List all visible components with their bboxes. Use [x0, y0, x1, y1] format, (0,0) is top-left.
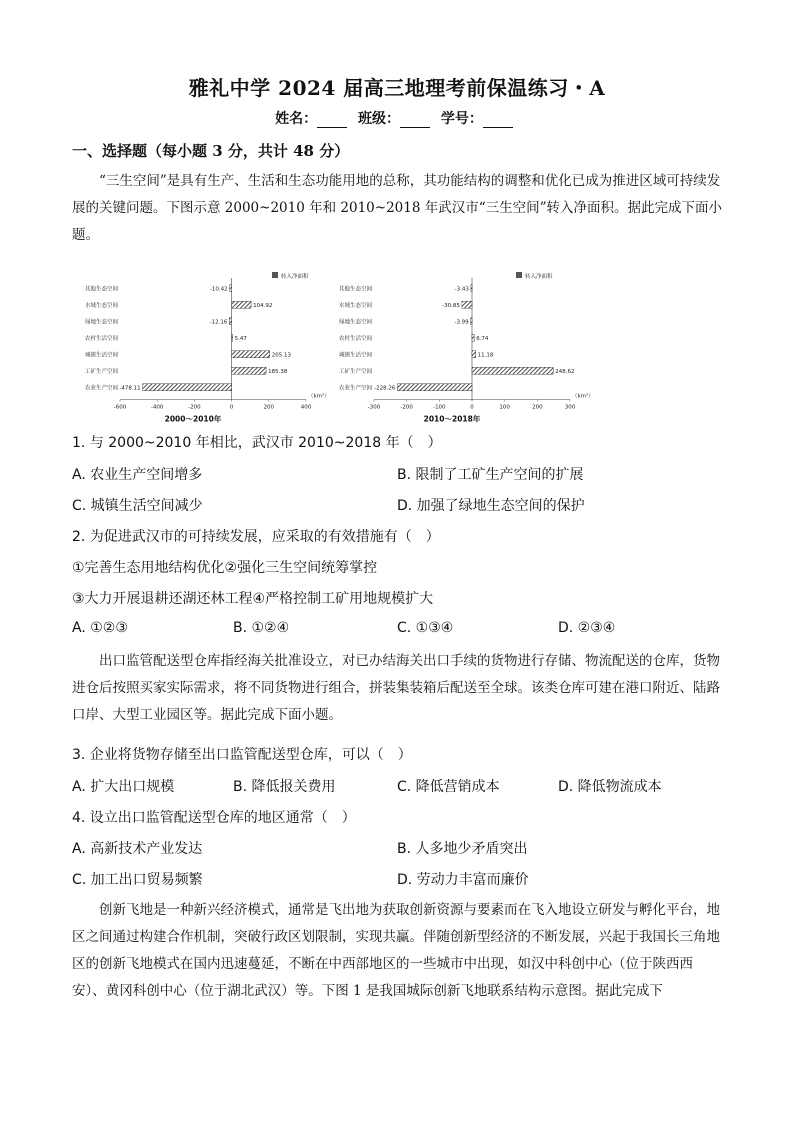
question-2-stem: 2. 为促进武汉市的可持续发展，应采取的有效措施有（ ） [72, 529, 440, 545]
data-label: -3.99 [454, 319, 469, 326]
category-label: 其他生态空间 [338, 286, 372, 293]
legend-swatch [516, 272, 522, 278]
bar [143, 384, 232, 391]
name-label: 姓名： [275, 111, 318, 127]
bar [462, 301, 472, 308]
page-title: 雅礼中学 2024 届高三地理考前保温练习・A [188, 76, 606, 100]
data-label: 5.47 [234, 335, 247, 342]
bar [471, 318, 472, 325]
category-label: 农村生活空间 [84, 335, 118, 342]
q2-statement-1: ①完善生态用地结构优化②强化三生空间统筹掌控 [72, 560, 378, 576]
data-label: 6.74 [476, 335, 489, 342]
category-label: 城镇生活空间 [84, 352, 118, 359]
question-4-stem: 4. 设立出口监管配送型仓库的地区通常（ ） [72, 810, 356, 826]
x-tick-label: 0 [470, 404, 474, 411]
data-label: 104.92 [253, 302, 273, 309]
q1-option-b[interactable]: B. 限制了工矿生产空间的扩展 [397, 467, 584, 483]
bar [472, 351, 476, 358]
data-label: 248.62 [555, 368, 575, 375]
category-label: 水域生态空间 [338, 302, 372, 309]
q4-option-c[interactable]: C. 加工出口贸易频繁 [72, 872, 203, 888]
category-label: 农业生产空间 [338, 385, 372, 392]
legend-swatch [272, 272, 278, 278]
unit-label: （km²） [308, 393, 330, 400]
bar [397, 384, 472, 391]
category-label: 其他生态空间 [84, 286, 118, 293]
chart-2010-2018-svg [330, 268, 605, 424]
q4-option-b[interactable]: B. 人多地少矛盾突出 [397, 841, 528, 857]
question-1-stem: 1. 与 2000~2010 年相比，武汉市 2010~2018 年（ ） [72, 435, 442, 451]
q2-option-b[interactable]: B. ①②④ [233, 620, 290, 636]
chart-2000-2010-svg [72, 268, 330, 424]
bar [471, 285, 472, 292]
x-tick-label: 300 [564, 404, 576, 411]
q3-option-d[interactable]: D. 降低物流成本 [558, 779, 662, 795]
data-label: 205.13 [271, 352, 292, 359]
student-info [0, 108, 794, 128]
q4-option-a[interactable]: A. 高新技术产业发达 [72, 841, 203, 857]
chart-2000-2010 [72, 268, 330, 424]
bar [472, 367, 553, 374]
x-tick-label: 100 [499, 404, 510, 411]
number-blank[interactable] [483, 113, 513, 128]
chart-2010-2018 [330, 268, 605, 422]
data-label: -478.11 [119, 385, 141, 392]
x-tick-label: -100 [433, 404, 446, 411]
x-tick-label: 400 [300, 404, 312, 411]
category-label: 工矿生产空间 [84, 368, 118, 375]
q2-option-a[interactable]: A. ①②③ [72, 620, 128, 636]
category-label: 农业生产空间 [84, 385, 118, 392]
q3-option-a[interactable]: A. 扩大出口规模 [72, 779, 175, 795]
question-3-stem: 3. 企业将货物存储至出口监管配送型仓库，可以（ ） [72, 747, 412, 763]
q1-option-a[interactable]: A. 农业生产空间增多 [72, 467, 203, 483]
passage-2: 出口监管配送型仓库指经海关批准设立，对已办结海关出口手续的货物进行存储、物流配送的仓库，货物进仓后按照买家实际需求，将不同货物进行组合，拼装集装箱后配送至全球。该类仓库可建在港口附近、陆路口岸、大型工业园区等。据此完成下面小题。 [72, 653, 720, 723]
passage-3: 创新飞地是一种新兴经济模式，通常是飞出地为获取创新资源与要素而在飞入地设立研发与孵化平台，地区之间通过构建合作机制，突破行政区划限制，实现共赢。伴随创新型经济的不断发展，兴起于我国长三角地区的创新飞地模式在国内迅速蔓延，不断在中西部地区的一些城市中出现，如汉中科创中心（位于陕西西安）、黄冈科创中心（位于湖北武汉）等。下图 1 是我国城际创新飞地联系结构示意图。据此完成下 [72, 902, 720, 999]
bar [232, 351, 270, 358]
x-tick-label: -400 [150, 404, 164, 411]
class-blank[interactable] [400, 113, 430, 128]
x-tick-label: 0 [229, 404, 234, 411]
number-label: 学号： [440, 111, 483, 127]
bar [230, 285, 232, 292]
x-tick-label: -200 [400, 404, 413, 411]
q2-option-d[interactable]: D. ②③④ [558, 620, 616, 636]
x-tick-label: -300 [367, 404, 381, 411]
class-label: 班级： [358, 111, 400, 127]
bar [232, 367, 266, 374]
data-label: -30.85 [442, 302, 460, 309]
data-label: -10.42 [209, 286, 228, 293]
legend-label: 转入净面积 [525, 274, 553, 280]
section-heading: 一、选择题（每小题 3 分，共计 48 分） [72, 142, 350, 160]
bar [229, 318, 231, 325]
category-label: 绿地生态空间 [338, 319, 372, 326]
unit-label: （km²） [572, 393, 594, 400]
q1-option-d[interactable]: D. 加强了绿地生态空间的保护 [397, 498, 585, 514]
data-label: -12.16 [209, 319, 228, 326]
data-label: -3.43 [454, 286, 469, 293]
data-label: -228.26 [374, 385, 396, 392]
chart-title: 2010～2018年 [423, 414, 481, 424]
chart-title: 2000～2010年 [164, 414, 222, 424]
data-label: 185.38 [268, 368, 288, 375]
category-label: 农村生活空间 [338, 335, 372, 342]
q3-option-b[interactable]: B. 降低报关费用 [233, 779, 336, 795]
q3-option-c[interactable]: C. 降低营销成本 [397, 779, 500, 795]
bar [232, 301, 252, 308]
category-label: 工矿生产空间 [338, 368, 372, 375]
q2-statement-2: ③大力开展退耕还湖还林工程④严格控制工矿用地规模扩大 [72, 591, 434, 607]
bar [232, 334, 233, 341]
q2-option-c[interactable]: C. ①③④ [397, 620, 454, 636]
q1-option-c[interactable]: C. 城镇生活空间减少 [72, 498, 203, 514]
category-label: 绿地生态空间 [84, 319, 118, 326]
bar [472, 334, 474, 341]
category-label: 水域生态空间 [84, 302, 118, 309]
data-label: 11.18 [477, 352, 494, 359]
x-tick-label: -600 [113, 404, 127, 411]
passage-1: “三生空间”是具有生产、生活和生态功能用地的总称，其功能结构的调整和优化已成为推进区域可持续发展的关键问题。下图示意 2000~2010 年和 2010~2018 年武汉市“三生空间”转入净面积。据此完成下面小题。 [72, 173, 723, 243]
x-tick-label: -200 [188, 404, 201, 411]
legend-label: 转入净面积 [281, 274, 309, 280]
x-tick-label: 200 [532, 404, 543, 411]
name-blank[interactable] [317, 113, 347, 128]
category-label: 城镇生活空间 [338, 352, 372, 359]
q4-option-d[interactable]: D. 劳动力丰富而廉价 [397, 872, 529, 888]
x-tick-label: 200 [263, 404, 275, 411]
